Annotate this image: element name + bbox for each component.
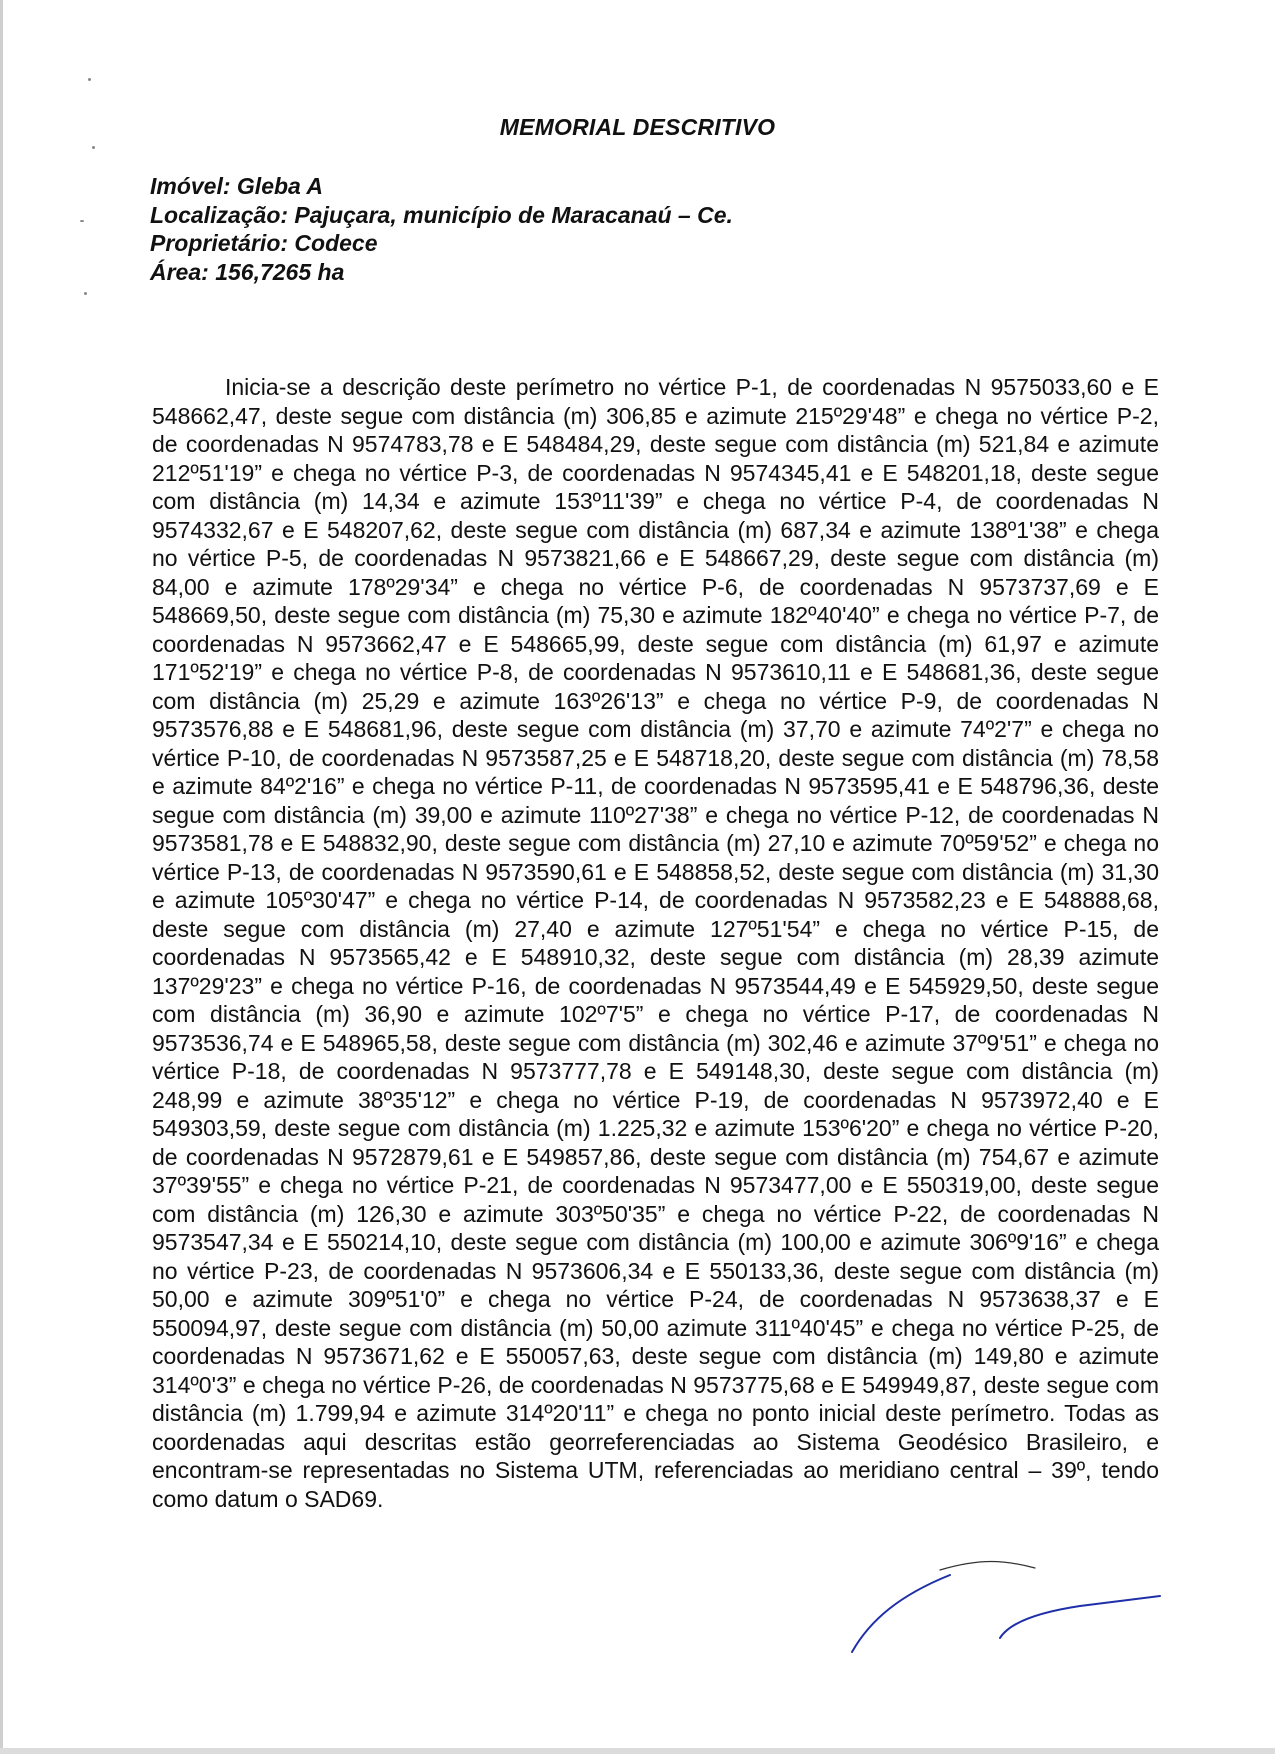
- scan-speck: [80, 220, 84, 222]
- signature-image: [830, 1560, 1190, 1680]
- scan-speck: [84, 292, 87, 295]
- property-area: Área: 156,7265 ha: [150, 258, 345, 285]
- signature-stroke: [1000, 1596, 1160, 1638]
- property-location: Localização: Pajuçara, município de Maracanaú – Ce.: [150, 201, 733, 228]
- perimeter-description: Inicia-se a descrição deste perímetro no vértice P-1, de coordenadas N 9575033,60 e E 548662,47, deste segue com distância (m) 306,85 e azimute 215º29'48” e chega no vértice P-2, de coordenadas N 9574783,78 e E 548484,29, deste segue com distância (m) 521,84 e azimute 212º51'19” e chega no vértice P-3, de coordenadas N 9574345,41 e E 548201,18, deste segue com distância (m) 14,34 e azimute 153º11'39” e chega no vértice P-4, de coordenadas N 9574332,67 e E 548207,62, deste segue com distância (m) 687,34 e azimute 138º1'38” e chega no vértice P-5, de coordenadas N 9573821,66 e E 548667,29, deste segue com distância (m) 84,00 e azimute 178º29'34” e chega no vértice P-6, de coordenadas N 9573737,69 e E 548669,50, deste segue com distância (m) 75,30 e azimute 182º40'40” e chega no vértice P-7, de coordenadas N 9573662,47 e E 548665,99, deste segue com distância (m) 61,97 e azimute 171º52'19” e chega no vértice P-8, de coordenadas N 9573610,11 e E 548681,36, deste segue com distância (m) 25,29 e azimute 163º26'13” e chega no vértice P-9, de coordenadas N 9573576,88 e E 548681,96, deste segue com distância (m) 37,70 e azimute 74º2'7” e chega no vértice P-10, de coordenadas N 9573587,25 e E 548718,20, deste segue com distância (m) 78,58 e azimute 84º2'16” e chega no vértice P-11, de coordenadas N 9573595,41 e E 548796,36, deste segue com distância (m) 39,00 e azimute 110º27'38” e chega no vértice P-12, de coordenadas N 9573581,78 e E 548832,90, deste segue com distância (m) 27,10 e azimute 70º59'52” e chega no vértice P-13, de coordenadas N 9573590,61 e E 548858,52, deste segue com distância (m) 31,30 e azimute 105º30'47” e chega no vértice P-14, de coordenadas N 9573582,23 e E 548888,68, deste segue com distância (m) 27,40 e azimute 127º51'54” e chega no vértice P-15, de coordenadas N 9573565,42 e E 548910,32, deste segue com distância (m) 28,39 azimute 137º29'23” e chega no vértice P-16, de coordenadas N 9573544,49 e E 545929,50, deste segue com distância (m) 36,90 e azimute 102º7'5” e chega no vértice P-17, de coordenadas N 9573536,74 e E 548965,58, deste segue com distância (m) 302,46 e azimute 37º9'51” e chega no vértice P-18, de coordenadas N 9573777,78 e E 549148,30, deste segue com distância (m) 248,99 e azimute 38º35'12” e chega no vértice P-19, de coordenadas N 9573972,40 e E 549303,59, deste segue com distância (m) 1.225,32 e azimute 153º6'20” e chega no vértice P-20, de coordenadas N 9572879,61 e E 549857,86, deste segue com distância (m) 754,67 e azimute 37º39'55” e chega no vértice P-21, de coordenadas N 9573477,00 e E 550319,00, deste segue com distância (m) 126,30 e azimute 303º50'35” e chega no vértice P-22, de coordenadas N 9573547,34 e E 550214,10, deste segue com distância (m) 100,00 e azimute 306º9'16” e chega no vértice P-23, de coordenadas N 9573606,34 e E 550133,36, deste segue com distância (m) 50,00 e azimute 309º51'0” e chega no vértice P-24, de coordenadas N 9573638,37 e E 550094,97, deste segue com distância (m) 50,00 azimute 311º40'45” e chega no vértice P-25, de coordenadas N 9573671,62 e E 550057,63, deste segue com distância (m) 149,80 e azimute 314º0'3” e chega no vértice P-26, de coordenadas N 9573775,68 e E 549949,87, deste segue com distância (m) 1.799,94 e azimute 314º20'11” e chega no ponto inicial deste perímetro. Todas as coordenadas aqui descritas estão georreferenciadas ao Sistema Geodésico Brasileiro, e encontram-se representadas no Sistema UTM, referenciadas ao meridiano central – 39º, tendo como datum o SAD69.: [152, 374, 1159, 1512]
- property-owner: Proprietário: Codece: [150, 230, 378, 256]
- scan-bottom-edge: [0, 1748, 1275, 1754]
- signature-stroke: [852, 1575, 950, 1652]
- signature-stroke: [940, 1562, 1035, 1571]
- property-info: [150, 172, 1150, 286]
- property-name: Imóvel: Gleba A: [150, 173, 323, 199]
- scan-speck: [92, 146, 95, 149]
- document-title: MEMORIAL DESCRITIVO: [499, 114, 776, 140]
- scan-left-edge: [0, 0, 3, 1754]
- scan-speck: [88, 78, 91, 81]
